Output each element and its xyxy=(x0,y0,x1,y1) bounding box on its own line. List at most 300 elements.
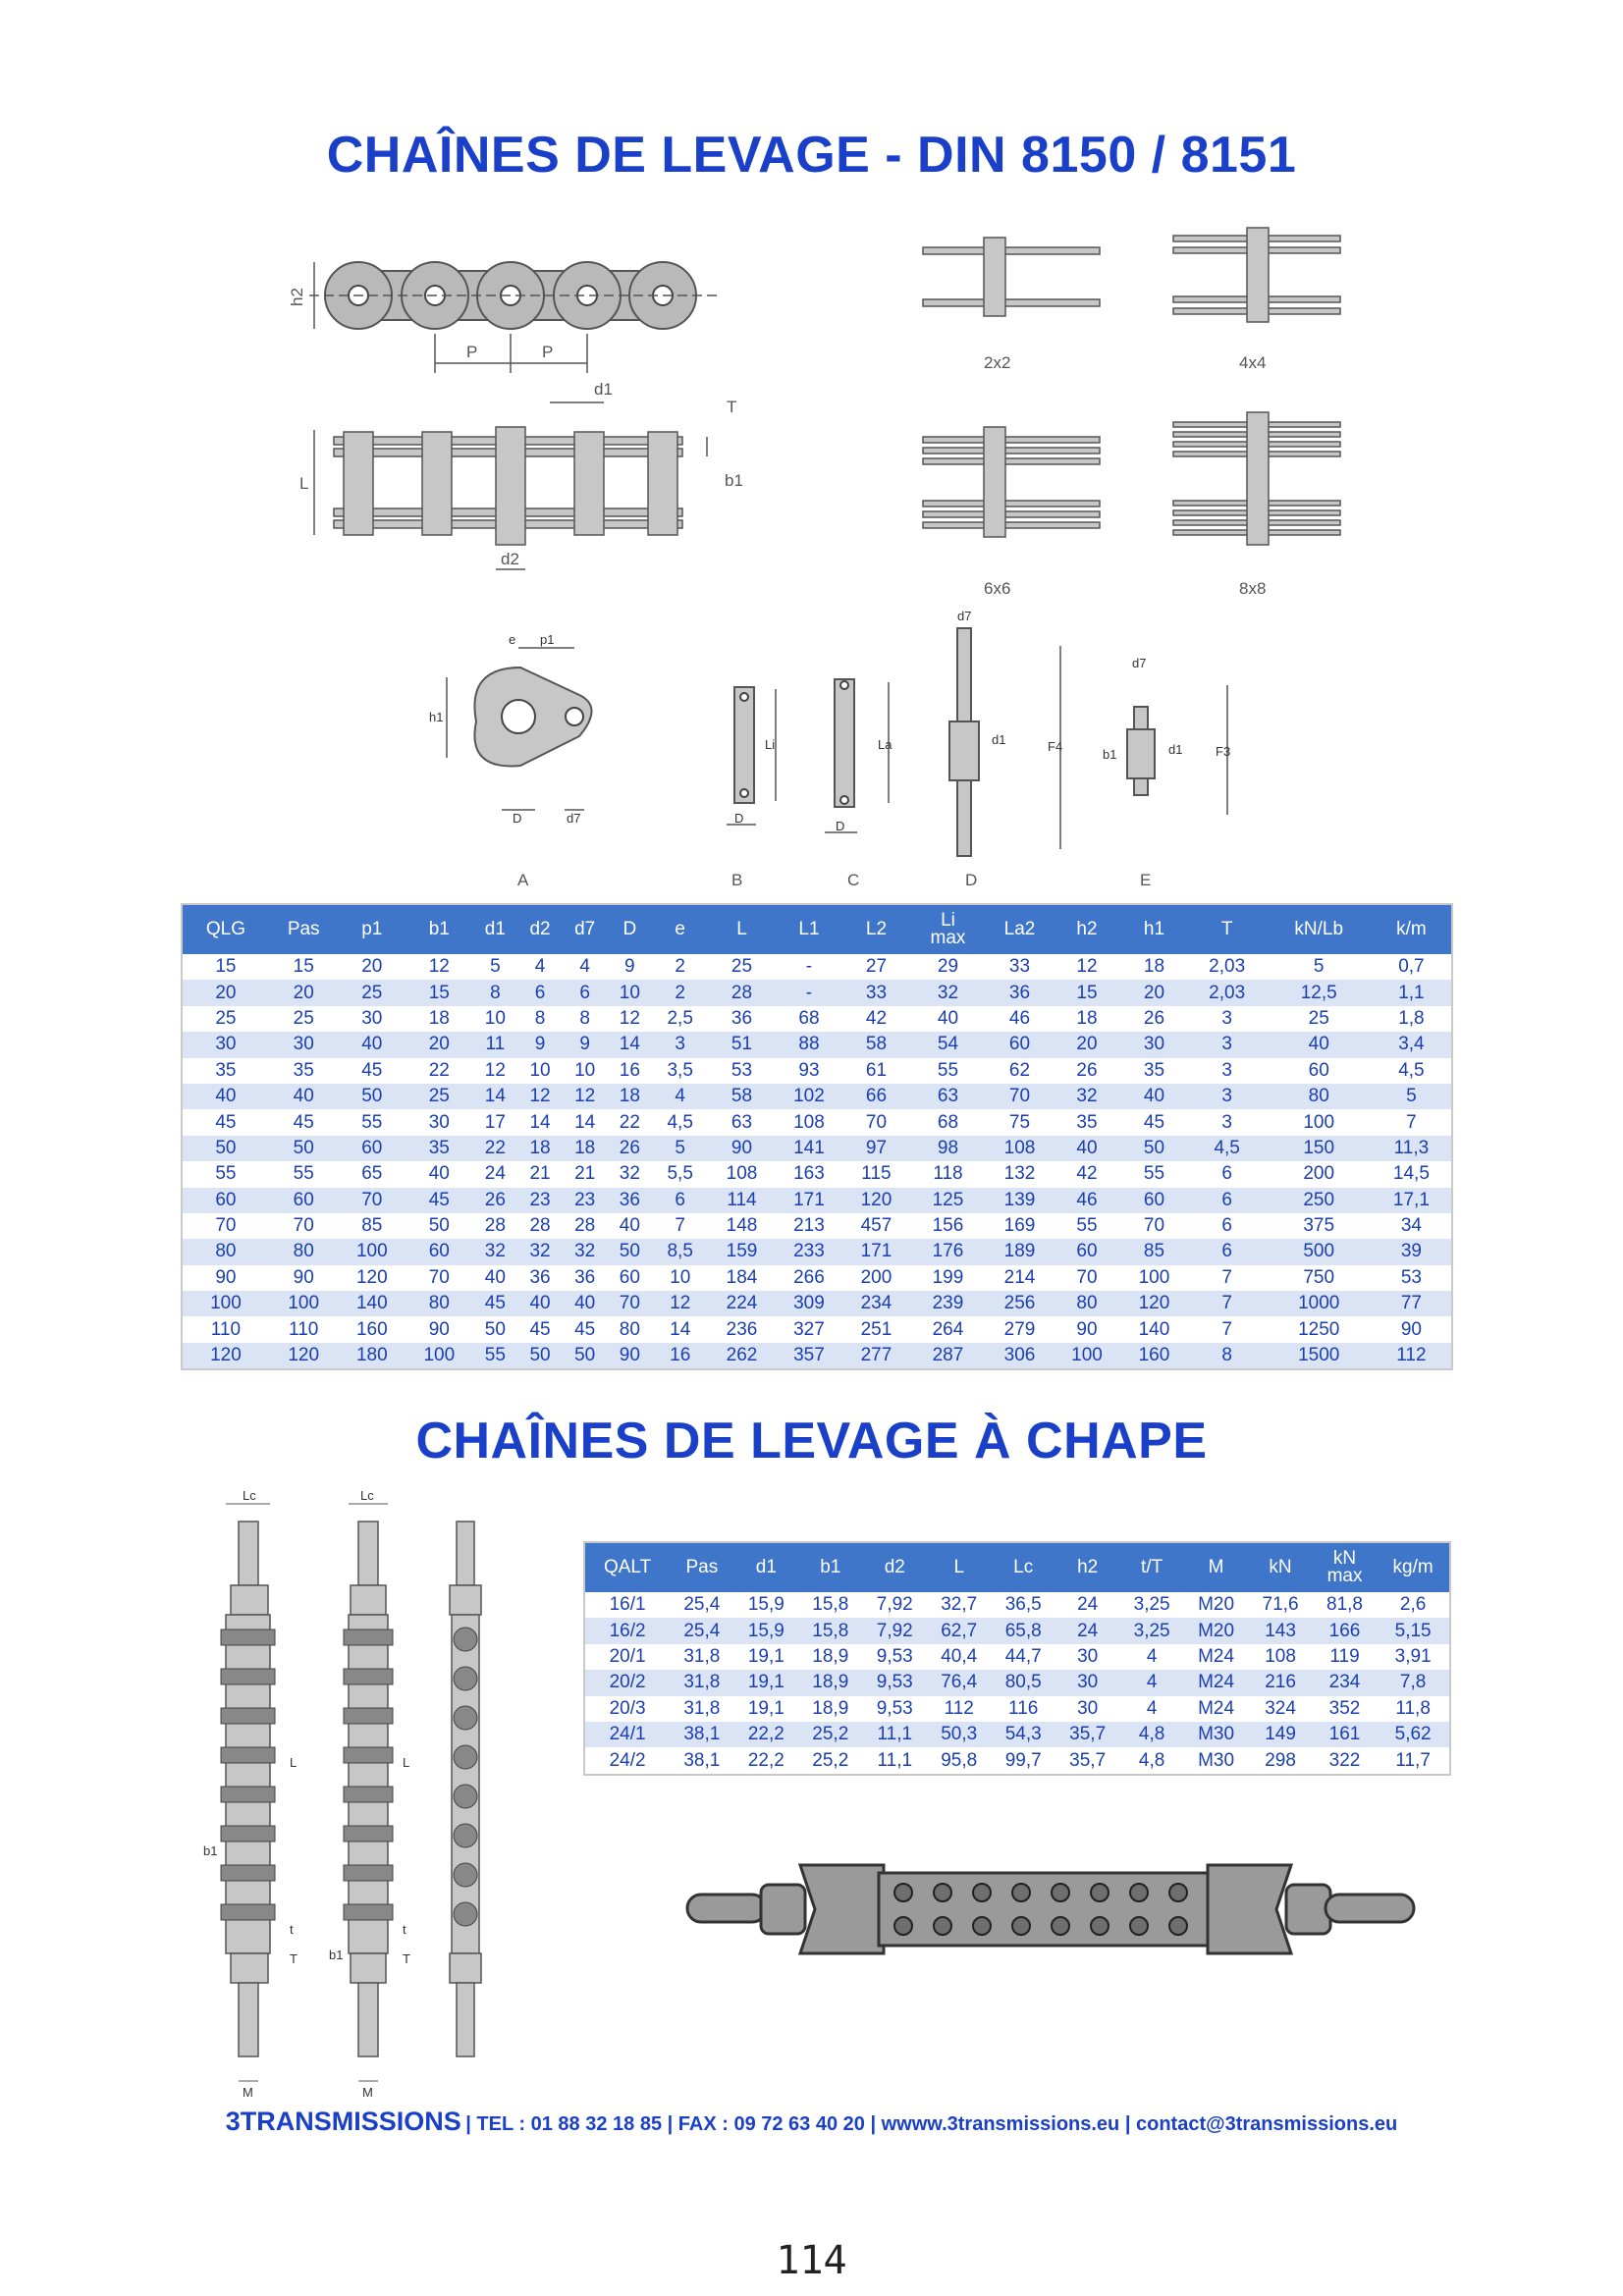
dim-b1-label: b1 xyxy=(203,1843,218,1858)
table-cell: 68 xyxy=(910,1109,987,1135)
table-cell: 12 xyxy=(652,1291,708,1316)
table-cell: 20 xyxy=(1120,980,1187,1005)
table-cell: 120 xyxy=(1120,1291,1187,1316)
table-row xyxy=(182,1084,1452,1109)
table-row xyxy=(182,1291,1452,1316)
table-cell: 58 xyxy=(842,1032,909,1057)
table-cell: 200 xyxy=(1267,1161,1372,1187)
table-cell: 15,9 xyxy=(734,1592,798,1618)
table-cell: 327 xyxy=(776,1316,842,1342)
table-cell: 6 xyxy=(563,980,608,1005)
table-cell: 112 xyxy=(927,1696,991,1722)
table-cell: 70 xyxy=(986,1084,1053,1109)
table-cell: 50 xyxy=(563,1343,608,1369)
table-cell: 14 xyxy=(652,1316,708,1342)
table-row xyxy=(182,1161,1452,1187)
table-cell: 75 xyxy=(986,1109,1053,1135)
column-header: h1 xyxy=(1120,904,1187,954)
dim-T-label: T xyxy=(290,1951,298,1966)
table-cell: 18,9 xyxy=(798,1644,862,1670)
table-cell: 14 xyxy=(473,1084,518,1109)
header-sub-text: max xyxy=(930,928,966,948)
clevis-chain-diagram xyxy=(191,1482,520,2101)
table-cell: 20/3 xyxy=(584,1696,670,1722)
table-cell: 287 xyxy=(910,1343,987,1369)
table-cell: 70 xyxy=(1054,1265,1120,1291)
table-cell: 38,1 xyxy=(670,1722,733,1747)
table-cell: 4,8 xyxy=(1119,1722,1183,1747)
table-cell: 375 xyxy=(1267,1213,1372,1239)
table-cell: M30 xyxy=(1184,1747,1248,1774)
table-cell: 250 xyxy=(1267,1188,1372,1213)
table-cell: 102 xyxy=(776,1084,842,1109)
table-cell: 85 xyxy=(1120,1239,1187,1264)
table-cell: 25,2 xyxy=(798,1747,862,1774)
table-cell: 22,2 xyxy=(734,1722,798,1747)
table-cell: 70 xyxy=(406,1265,472,1291)
table-cell: 6 xyxy=(1188,1213,1267,1239)
table-cell: M24 xyxy=(1184,1670,1248,1695)
table-cell: 50 xyxy=(517,1343,563,1369)
table-cell: 90 xyxy=(406,1316,472,1342)
table-cell: 40 xyxy=(406,1161,472,1187)
table-cell: 80 xyxy=(608,1316,653,1342)
table-row xyxy=(182,1058,1452,1084)
table-cell: 15 xyxy=(406,980,472,1005)
config-6x6-label: 6x6 xyxy=(984,579,1011,598)
table-cell: 21 xyxy=(517,1161,563,1187)
table-cell: 214 xyxy=(986,1265,1053,1291)
table-cell: 99,7 xyxy=(991,1747,1055,1774)
table-cell: 77 xyxy=(1372,1291,1452,1316)
table-cell: 60 xyxy=(1120,1188,1187,1213)
table-cell: 11,8 xyxy=(1377,1696,1450,1722)
dim-l-label: L xyxy=(290,1755,298,1770)
table-cell: 7 xyxy=(652,1213,708,1239)
column-header: QALT xyxy=(584,1542,670,1592)
table-cell: 39 xyxy=(1372,1239,1452,1264)
table-cell: 18 xyxy=(1120,954,1187,980)
table-cell: 70 xyxy=(339,1188,406,1213)
table-cell: 98 xyxy=(910,1136,987,1161)
table-cell: 17,1 xyxy=(1372,1188,1452,1213)
table-cell: 15,8 xyxy=(798,1618,862,1643)
table-cell: 68 xyxy=(776,1006,842,1032)
table-cell: 54,3 xyxy=(991,1722,1055,1747)
table-cell: 32 xyxy=(1054,1084,1120,1109)
table-cell: 4 xyxy=(1119,1644,1183,1670)
table-cell: 16 xyxy=(608,1058,653,1084)
table-cell: 40 xyxy=(563,1291,608,1316)
table-cell: 32,7 xyxy=(927,1592,991,1618)
column-header: Pas xyxy=(670,1542,733,1592)
table-cell: 11,1 xyxy=(863,1747,927,1774)
dim-d7-label: d7 xyxy=(1132,656,1147,670)
table-cell: 45 xyxy=(563,1316,608,1342)
table-row xyxy=(182,1109,1452,1135)
table-cell: 38,1 xyxy=(670,1747,733,1774)
table-cell: 80 xyxy=(182,1239,269,1264)
table-cell: 8 xyxy=(1188,1343,1267,1369)
table-cell: 25 xyxy=(182,1006,269,1032)
table-cell: 35 xyxy=(1054,1109,1120,1135)
din-8150-spec-table xyxy=(181,903,1453,1370)
table-cell: 62 xyxy=(986,1058,1053,1084)
table-cell: - xyxy=(776,954,842,980)
table-cell: 32 xyxy=(563,1239,608,1264)
table-cell: 45 xyxy=(517,1316,563,1342)
table-cell: 45 xyxy=(406,1188,472,1213)
table-cell: 28 xyxy=(708,980,775,1005)
column-header: p1 xyxy=(339,904,406,954)
table-cell: 6 xyxy=(517,980,563,1005)
table-cell: 60 xyxy=(339,1136,406,1161)
column-header: Lc xyxy=(991,1542,1055,1592)
table-cell: 22 xyxy=(608,1109,653,1135)
table-cell: 266 xyxy=(776,1265,842,1291)
column-header: h2 xyxy=(1055,1542,1119,1592)
table-cell: 3 xyxy=(1188,1058,1267,1084)
table-cell: 159 xyxy=(708,1239,775,1264)
table-row xyxy=(584,1618,1450,1643)
table-cell: 35 xyxy=(1120,1058,1187,1084)
table-cell: 4,5 xyxy=(652,1109,708,1135)
table-cell: 8,5 xyxy=(652,1239,708,1264)
column-header: L2 xyxy=(842,904,909,954)
table-cell: 70 xyxy=(842,1109,909,1135)
table-cell: 50 xyxy=(339,1084,406,1109)
dim-l-label: L xyxy=(299,474,309,493)
header-main-text: kN xyxy=(1332,1548,1357,1569)
table-cell: 110 xyxy=(269,1316,339,1342)
table-cell: 4,8 xyxy=(1119,1747,1183,1774)
table-cell: 5 xyxy=(652,1136,708,1161)
table-cell: 35 xyxy=(269,1058,339,1084)
page-title: CHAÎNES DE LEVAGE - DIN 8150 / 8151 xyxy=(326,127,1297,184)
table-cell: M24 xyxy=(1184,1696,1248,1722)
table-cell: 55 xyxy=(182,1161,269,1187)
column-header: QLG xyxy=(182,904,269,954)
dim-pitch-label: P xyxy=(542,343,554,361)
table-cell: 80 xyxy=(1054,1291,1120,1316)
table-cell: 35,7 xyxy=(1055,1722,1119,1747)
column-header: kg/m xyxy=(1377,1542,1450,1592)
table-cell: 100 xyxy=(1267,1109,1372,1135)
table-cell: 6 xyxy=(1188,1239,1267,1264)
column-header: d7 xyxy=(563,904,608,954)
type-c-label: C xyxy=(847,871,860,889)
table-cell: 36 xyxy=(517,1265,563,1291)
type-d-label: D xyxy=(965,871,978,889)
dim-m-label: M xyxy=(243,2085,253,2100)
table-cell: 184 xyxy=(708,1265,775,1291)
table-cell: 166 xyxy=(1313,1618,1377,1643)
clevis-chain-photo xyxy=(677,1845,1424,1993)
table-cell: 7,8 xyxy=(1377,1670,1450,1695)
table-cell: 3,4 xyxy=(1372,1032,1452,1057)
table-cell: 95,8 xyxy=(927,1747,991,1774)
table-cell: 44,7 xyxy=(991,1644,1055,1670)
table-cell: 24 xyxy=(1055,1592,1119,1618)
table-cell: 62,7 xyxy=(927,1618,991,1643)
table-row xyxy=(584,1696,1450,1722)
table-cell: 234 xyxy=(842,1291,909,1316)
table-cell: 23 xyxy=(563,1188,608,1213)
table-cell: 18 xyxy=(608,1084,653,1109)
table-cell: 18 xyxy=(517,1136,563,1161)
table-cell: 55 xyxy=(1054,1213,1120,1239)
column-header: Pas xyxy=(269,904,339,954)
table-cell: 53 xyxy=(1372,1265,1452,1291)
table-cell: 28 xyxy=(473,1213,518,1239)
table-cell: 46 xyxy=(986,1006,1053,1032)
table-cell: 3 xyxy=(1188,1109,1267,1135)
table-cell: 40 xyxy=(910,1006,987,1032)
table-cell: 262 xyxy=(708,1343,775,1369)
footer-brand: 3TRANSMISSIONS xyxy=(225,2107,461,2136)
table-cell: 24/2 xyxy=(584,1747,670,1774)
table-body xyxy=(182,954,1452,1369)
table-cell: 26 xyxy=(1054,1058,1120,1084)
column-header: k/m xyxy=(1372,904,1452,954)
table-cell: 9,53 xyxy=(863,1644,927,1670)
table-cell: 324 xyxy=(1248,1696,1312,1722)
footer xyxy=(0,2107,1623,2137)
table-cell: 112 xyxy=(1372,1343,1452,1369)
table-cell: 23 xyxy=(517,1188,563,1213)
table-cell: 40 xyxy=(1267,1032,1372,1057)
table-cell: 7 xyxy=(1188,1265,1267,1291)
table-cell: 50,3 xyxy=(927,1722,991,1747)
table-cell: 30 xyxy=(1055,1670,1119,1695)
table-cell: 25,2 xyxy=(798,1722,862,1747)
table-cell: 22 xyxy=(473,1136,518,1161)
table-cell: 28 xyxy=(517,1213,563,1239)
table-cell: 1000 xyxy=(1267,1291,1372,1316)
table-cell: 4 xyxy=(652,1084,708,1109)
table-cell: 14 xyxy=(563,1109,608,1135)
table-cell: 20 xyxy=(269,980,339,1005)
table-cell: 4 xyxy=(563,954,608,980)
table-cell: 120 xyxy=(842,1188,909,1213)
table-cell: 12 xyxy=(406,954,472,980)
table-cell: 169 xyxy=(986,1213,1053,1239)
table-cell: 15 xyxy=(1054,980,1120,1005)
table-cell: 10 xyxy=(652,1265,708,1291)
column-header xyxy=(1313,1542,1377,1592)
table-cell: 22,2 xyxy=(734,1747,798,1774)
table-cell: 90 xyxy=(1372,1316,1452,1342)
table-cell: 60 xyxy=(608,1265,653,1291)
table-cell: 50 xyxy=(406,1213,472,1239)
table-cell: 30 xyxy=(1055,1696,1119,1722)
table-cell: 11,1 xyxy=(863,1722,927,1747)
table-cell: 60 xyxy=(406,1239,472,1264)
table-cell: 160 xyxy=(1120,1343,1187,1369)
table-row xyxy=(182,980,1452,1005)
dim-t-label: T xyxy=(727,398,737,416)
table-cell: 171 xyxy=(776,1188,842,1213)
table-cell: 10 xyxy=(517,1058,563,1084)
table-cell: 100 xyxy=(406,1343,472,1369)
table-cell: 16/2 xyxy=(584,1618,670,1643)
dim-h2-label: h2 xyxy=(288,288,306,306)
table-cell: 140 xyxy=(339,1291,406,1316)
table-cell: 31,8 xyxy=(670,1644,733,1670)
table-cell: 33 xyxy=(842,980,909,1005)
dim-b1-label: b1 xyxy=(725,471,743,490)
table-cell: 4 xyxy=(1119,1670,1183,1695)
dim-f3-label: F3 xyxy=(1216,744,1231,759)
table-cell: 4 xyxy=(517,954,563,980)
table-cell: 5,62 xyxy=(1377,1722,1450,1747)
table-cell: 4 xyxy=(1119,1696,1183,1722)
table-header-row xyxy=(182,904,1452,954)
dim-d1-label: d1 xyxy=(594,380,613,399)
table-cell: 14 xyxy=(517,1109,563,1135)
table-cell: 1,1 xyxy=(1372,980,1452,1005)
table-cell: 30 xyxy=(182,1032,269,1057)
table-cell: 40 xyxy=(1120,1084,1187,1109)
dim-h1-label: h1 xyxy=(429,710,444,724)
table-cell: 93 xyxy=(776,1058,842,1084)
table-cell: 279 xyxy=(986,1316,1053,1342)
type-b-label: B xyxy=(731,871,743,889)
table-cell: 36,5 xyxy=(991,1592,1055,1618)
table-row xyxy=(584,1592,1450,1618)
table-cell: 25,4 xyxy=(670,1618,733,1643)
table-cell: 30 xyxy=(1120,1032,1187,1057)
table-cell: 32 xyxy=(473,1239,518,1264)
footer-contact: | TEL : 01 88 32 18 85 | FAX : 09 72 63 40 20 | wwww.3transmissions.eu | contact@3transmissions.eu xyxy=(465,2113,1398,2135)
table-cell: 55 xyxy=(1120,1161,1187,1187)
type-a-label: A xyxy=(517,871,529,889)
table-cell: 90 xyxy=(708,1136,775,1161)
table-cell: 19,1 xyxy=(734,1644,798,1670)
table-cell: 61 xyxy=(842,1058,909,1084)
table-cell: 30 xyxy=(269,1032,339,1057)
table-cell: 90 xyxy=(182,1265,269,1291)
dim-d7-label: d7 xyxy=(957,609,972,623)
table-cell: M20 xyxy=(1184,1618,1248,1643)
table-cell: 34 xyxy=(1372,1213,1452,1239)
table-cell: 14,5 xyxy=(1372,1161,1452,1187)
column-header: La2 xyxy=(986,904,1053,954)
table-cell: 5 xyxy=(1267,954,1372,980)
table-cell: 40 xyxy=(473,1265,518,1291)
table-cell: 65 xyxy=(339,1161,406,1187)
table-cell: 171 xyxy=(842,1239,909,1264)
table-cell: 40,4 xyxy=(927,1644,991,1670)
table-cell: 35 xyxy=(406,1136,472,1161)
column-header: L xyxy=(927,1542,991,1592)
table-cell: 21 xyxy=(563,1161,608,1187)
table-cell: 55 xyxy=(339,1109,406,1135)
table-cell: 115 xyxy=(842,1161,909,1187)
table-cell: 70 xyxy=(269,1213,339,1239)
column-header: b1 xyxy=(406,904,472,954)
table-cell: 36 xyxy=(708,1006,775,1032)
table-cell: 108 xyxy=(708,1161,775,1187)
table-cell: 28 xyxy=(563,1213,608,1239)
dim-pitch-label: P xyxy=(466,343,478,361)
table-cell: 24 xyxy=(1055,1618,1119,1643)
table-cell: 70 xyxy=(1120,1213,1187,1239)
table-row xyxy=(182,1006,1452,1032)
table-cell: 156 xyxy=(910,1213,987,1239)
table-cell: 15 xyxy=(182,954,269,980)
table-cell: 2 xyxy=(652,954,708,980)
column-header: L1 xyxy=(776,904,842,954)
table-cell: 45 xyxy=(182,1109,269,1135)
dim-t-label: t xyxy=(290,1922,294,1937)
table-cell: 50 xyxy=(608,1239,653,1264)
table-cell: 25,4 xyxy=(670,1592,733,1618)
table-cell: 6 xyxy=(1188,1161,1267,1187)
table-cell: 160 xyxy=(339,1316,406,1342)
table-cell: 19,1 xyxy=(734,1696,798,1722)
table-cell: 216 xyxy=(1248,1670,1312,1695)
dim-lc-label: Lc xyxy=(243,1488,256,1503)
table-cell: M20 xyxy=(1184,1592,1248,1618)
table-cell: 45 xyxy=(1120,1109,1187,1135)
table-cell: 40 xyxy=(339,1032,406,1057)
table-cell: 80,5 xyxy=(991,1670,1055,1695)
table-cell: 7,92 xyxy=(863,1592,927,1618)
table-cell: 50 xyxy=(269,1136,339,1161)
table-cell: 85 xyxy=(339,1213,406,1239)
table-row xyxy=(584,1722,1450,1747)
table-cell: 3 xyxy=(1188,1006,1267,1032)
table-cell: 224 xyxy=(708,1291,775,1316)
table-cell: 70 xyxy=(182,1213,269,1239)
table-cell: 25 xyxy=(1267,1006,1372,1032)
table-cell: 239 xyxy=(910,1291,987,1316)
table-cell: 24/1 xyxy=(584,1722,670,1747)
type-e-label: E xyxy=(1140,871,1152,889)
table-cell: 9 xyxy=(517,1032,563,1057)
table-cell: 19,1 xyxy=(734,1670,798,1695)
table-cell: 256 xyxy=(986,1291,1053,1316)
table-cell: 750 xyxy=(1267,1265,1372,1291)
table-cell: 189 xyxy=(986,1239,1053,1264)
table-cell: 60 xyxy=(1267,1058,1372,1084)
table-cell: 140 xyxy=(1120,1316,1187,1342)
table-cell: 9,53 xyxy=(863,1670,927,1695)
table-cell: 22 xyxy=(406,1058,472,1084)
table-cell: 32 xyxy=(608,1161,653,1187)
table-cell: 81,8 xyxy=(1313,1592,1377,1618)
table-cell: 100 xyxy=(339,1239,406,1264)
table-cell: 3,5 xyxy=(652,1058,708,1084)
table-cell: 50 xyxy=(1120,1136,1187,1161)
table-cell: 9 xyxy=(563,1032,608,1057)
table-cell: M24 xyxy=(1184,1644,1248,1670)
table-cell: 18 xyxy=(1054,1006,1120,1032)
table-cell: 60 xyxy=(182,1188,269,1213)
table-cell: 139 xyxy=(986,1188,1053,1213)
table-cell: 76,4 xyxy=(927,1670,991,1695)
table-cell: 1500 xyxy=(1267,1343,1372,1369)
table-cell: 120 xyxy=(339,1265,406,1291)
table-cell: 161 xyxy=(1313,1722,1377,1747)
table-cell: 148 xyxy=(708,1213,775,1239)
table-cell: 97 xyxy=(842,1136,909,1161)
table-cell: - xyxy=(776,980,842,1005)
table-cell: 25 xyxy=(708,954,775,980)
table-cell: 50 xyxy=(182,1136,269,1161)
table-cell: 40 xyxy=(517,1291,563,1316)
